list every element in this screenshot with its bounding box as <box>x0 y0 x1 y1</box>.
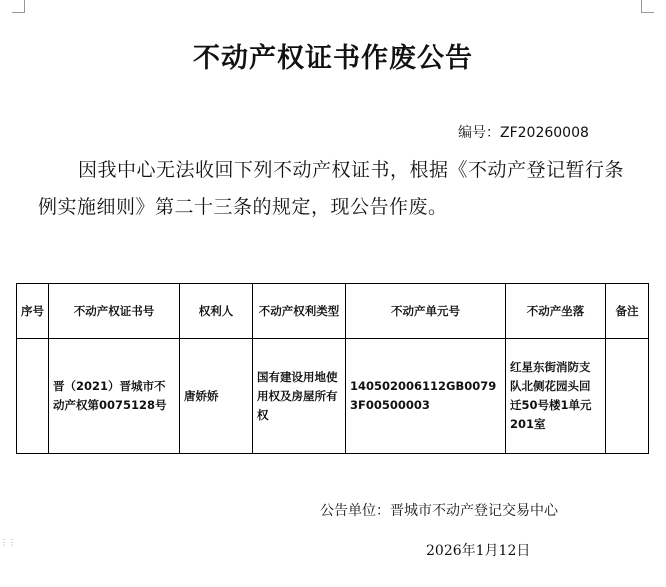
issue-date: 2026年1月12日 <box>426 543 531 559</box>
table-row <box>17 339 649 454</box>
cell-location: 红星东街消防支队北侧花园头回迁50号楼1单元201室 <box>506 339 606 454</box>
announcement-paragraph: 因我中心无法收回下列不动产权证书，根据《不动产登记暂行条例实施细则》第二十三条的规定，现公告作废。 <box>38 159 625 218</box>
corner-mark-top-right <box>641 0 654 13</box>
header-location: 不动产坐落 <box>506 284 606 339</box>
header-unit-no: 不动产单元号 <box>346 284 506 339</box>
page-title: 不动产权证书作废公告 <box>193 43 473 74</box>
header-cert-no: 不动产权证书号 <box>49 284 180 339</box>
header-remark: 备注 <box>606 284 649 339</box>
cell-holder: 唐娇娇 <box>180 339 253 454</box>
cell-right-type: 国有建设用地使用权及房屋所有权 <box>253 339 346 454</box>
certificate-table <box>16 283 649 454</box>
cell-unit-no: 140502006112GB00793F00500003 <box>346 339 506 454</box>
margin-dots: ⋮⋮ <box>0 538 16 547</box>
issuing-unit: 公告单位：晋城市不动产登记交易中心 <box>320 503 558 519</box>
header-seq: 序号 <box>17 284 49 339</box>
document-number: 编号：ZF20260008 <box>458 125 589 141</box>
header-right-type: 不动产权利类型 <box>253 284 346 339</box>
header-holder: 权利人 <box>180 284 253 339</box>
table-header-row <box>17 284 649 339</box>
cell-remark <box>606 339 649 454</box>
cell-cert-no: 晋（2021）晋城市不动产权第0075128号 <box>49 339 180 454</box>
corner-mark-top-left <box>12 0 25 13</box>
cell-seq <box>17 339 49 454</box>
